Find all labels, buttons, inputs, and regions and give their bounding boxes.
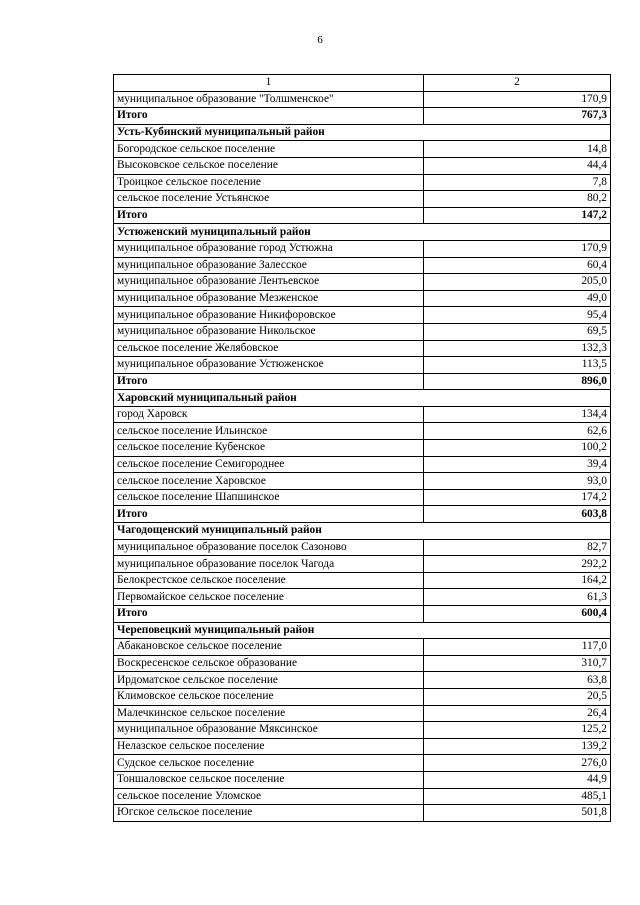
table-row [114,672,611,689]
allocation-table [113,74,611,822]
municipality-name: муниципальное образование Никольское [114,323,424,340]
municipality-name: Тоншаловское сельское поселение [114,771,424,788]
amount-value: 7,8 [424,174,611,191]
municipality-name: Первомайское сельское поселение [114,589,424,606]
amount-value: 80,2 [424,191,611,208]
amount-value: 82,7 [424,539,611,556]
table-row [114,738,611,755]
table-row [114,572,611,589]
column-header-2: 2 [424,75,611,92]
table-row [114,755,611,772]
table-row [114,274,611,291]
municipality-name: муниципальное образование Устюженское [114,357,424,374]
table-row [114,91,611,108]
total-value: 600,4 [424,606,611,623]
table-row [114,174,611,191]
total-value: 603,8 [424,506,611,523]
table-row [114,423,611,440]
table-row [114,323,611,340]
total-value: 147,2 [424,207,611,224]
municipality-name: сельское поселение Устьянское [114,191,424,208]
total-row [114,108,611,125]
municipality-name: Белокрестское сельское поселение [114,572,424,589]
amount-value: 134,4 [424,406,611,423]
district-header-row [114,224,611,241]
amount-value: 292,2 [424,556,611,573]
table-row [114,788,611,805]
amount-value: 14,8 [424,141,611,158]
amount-value: 20,5 [424,688,611,705]
table-row [114,805,611,822]
table-body [114,91,611,821]
municipality-name: Нелазское сельское поселение [114,738,424,755]
table-row [114,191,611,208]
amount-value: 132,3 [424,340,611,357]
amount-value: 44,9 [424,771,611,788]
district-name: Харовский муниципальный район [114,390,611,407]
table-row [114,539,611,556]
municipality-name: Югское сельское поселение [114,805,424,822]
table-row [114,771,611,788]
amount-value: 113,5 [424,357,611,374]
municipality-name: сельское поселение Кубенское [114,440,424,457]
district-header-row [114,523,611,540]
table-row [114,141,611,158]
amount-value: 69,5 [424,323,611,340]
amount-value: 501,8 [424,805,611,822]
amount-value: 174,2 [424,489,611,506]
amount-value: 310,7 [424,655,611,672]
total-label: Итого [114,207,424,224]
municipality-name: муниципальное образование город Устюжна [114,240,424,257]
municipality-name: сельское поселение Уломское [114,788,424,805]
amount-value: 95,4 [424,307,611,324]
total-row [114,506,611,523]
amount-value: 93,0 [424,473,611,490]
municipality-name: город Харовск [114,406,424,423]
municipality-name: сельское поселение Харовское [114,473,424,490]
amount-value: 139,2 [424,738,611,755]
table-row [114,489,611,506]
amount-value: 44,4 [424,157,611,174]
municipality-name: Климовское сельское поселение [114,688,424,705]
table-row [114,440,611,457]
municipality-name: Абакановское сельское поселение [114,639,424,656]
amount-value: 125,2 [424,722,611,739]
municipality-name: Судское сельское поселение [114,755,424,772]
municipality-name: муниципальное образование Мяксинское [114,722,424,739]
municipality-name: Троицкое сельское поселение [114,174,424,191]
table-row [114,655,611,672]
district-header-row [114,124,611,141]
municipality-name: муниципальное образование Мезженское [114,290,424,307]
municipality-name: Воскресенское сельское образование [114,655,424,672]
district-name: Устюженский муниципальный район [114,224,611,241]
municipality-name: сельское поселение Желябовское [114,340,424,357]
table-row [114,688,611,705]
municipality-name: сельское поселение Шапшинское [114,489,424,506]
municipality-name: муниципальное образование Лентьевское [114,274,424,291]
total-row [114,606,611,623]
district-header-row [114,622,611,639]
total-label: Итого [114,506,424,523]
table-row [114,722,611,739]
municipality-name: муниципальное образование "Толшменское" [114,91,424,108]
total-value: 896,0 [424,373,611,390]
amount-value: 164,2 [424,572,611,589]
amount-value: 62,6 [424,423,611,440]
amount-value: 60,4 [424,257,611,274]
table-row [114,456,611,473]
amount-value: 100,2 [424,440,611,457]
table-row [114,290,611,307]
municipality-name: муниципальное образование Никифоровское [114,307,424,324]
table-row [114,257,611,274]
amount-value: 39,4 [424,456,611,473]
municipality-name: сельское поселение Семигороднее [114,456,424,473]
municipality-name: сельское поселение Ильинское [114,423,424,440]
table-row [114,157,611,174]
amount-value: 49,0 [424,290,611,307]
table-row [114,357,611,374]
table-header-row [114,75,611,92]
amount-value: 170,9 [424,240,611,257]
amount-value: 170,9 [424,91,611,108]
municipality-name: Малечкинское сельское поселение [114,705,424,722]
amount-value: 63,8 [424,672,611,689]
amount-value: 485,1 [424,788,611,805]
total-row [114,373,611,390]
total-row [114,207,611,224]
total-label: Итого [114,606,424,623]
table-row [114,705,611,722]
table-row [114,589,611,606]
municipality-name: муниципальное образование поселок Сазоново [114,539,424,556]
amount-value: 276,0 [424,755,611,772]
table-row [114,307,611,324]
municipality-name: Ирдоматское сельское поселение [114,672,424,689]
table-row [114,406,611,423]
total-label: Итого [114,373,424,390]
municipality-name: муниципальное образование Залесское [114,257,424,274]
table-row [114,240,611,257]
total-label: Итого [114,108,424,125]
table-row [114,639,611,656]
amount-value: 205,0 [424,274,611,291]
amount-value: 117,0 [424,639,611,656]
total-value: 767,3 [424,108,611,125]
municipality-name: Высоковское сельское поселение [114,157,424,174]
municipality-name: муниципальное образование поселок Чагода [114,556,424,573]
amount-value: 61,3 [424,589,611,606]
district-name: Усть-Кубинский муниципальный район [114,124,611,141]
district-name: Череповецкий муниципальный район [114,622,611,639]
municipality-name: Богородское сельское поселение [114,141,424,158]
amount-value: 26,4 [424,705,611,722]
district-header-row [114,390,611,407]
table-row [114,556,611,573]
page-number: 6 [317,34,323,46]
table-row [114,473,611,490]
table-row [114,340,611,357]
column-header-1: 1 [114,75,424,92]
district-name: Чагодощенский муниципальный район [114,523,611,540]
